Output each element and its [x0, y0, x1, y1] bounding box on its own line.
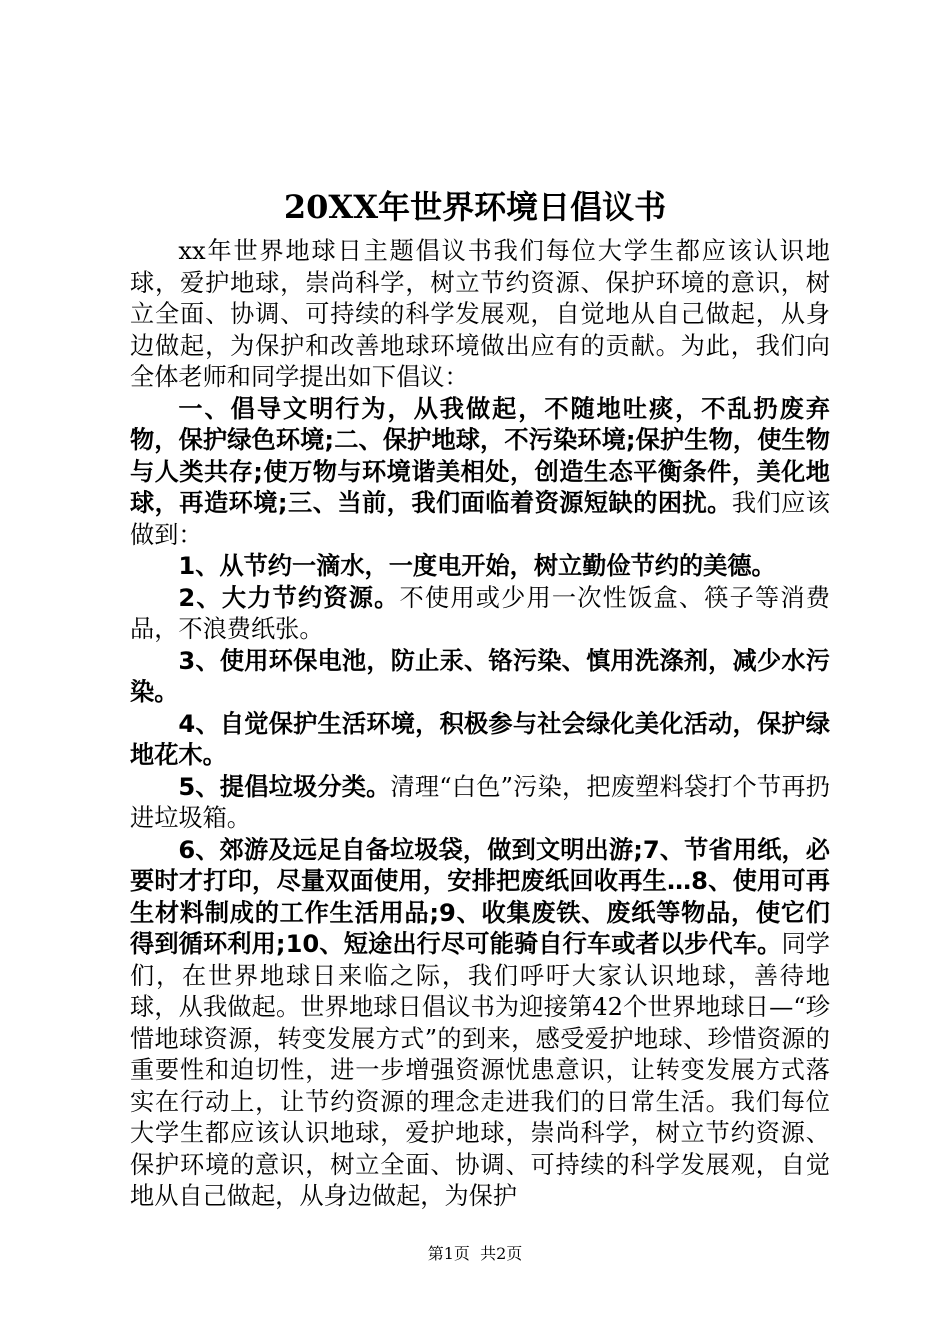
- paragraph: [130, 709, 830, 772]
- paragraph: [130, 646, 830, 709]
- paragraph: [130, 394, 830, 552]
- page-footer: [0, 1244, 950, 1264]
- paragraph: [130, 583, 830, 646]
- page-total: 共2页: [480, 1244, 523, 1263]
- text-run: 5、提倡垃圾分类。: [178, 772, 391, 801]
- document-body: [130, 236, 830, 1213]
- paragraph: [130, 236, 830, 394]
- text-run: 我们应该做到：: [130, 489, 830, 549]
- text-run: 3、使用环保电池，防止汞、铬污染、慎用洗涤剂，减少水污染。: [130, 646, 830, 706]
- text-run: 6、郊游及远足自备垃圾袋，做到文明出游;7、节省用纸，必要时才打印，尽量双面使用，安排把废纸回收再生…8、使用可再生材料制成的工作生活用品;9、收集废铁、废纸等物品，使它们得到循环利用;10、短途出行尽可能骑自行车或者以步代车。: [130, 835, 830, 958]
- text-run: 一、倡导文明行为，从我做起，不随地吐痰，不乱扔废弃物，保护绿色环境;二、保护地球，不污染环境;保护生物，使生物与人类共存;使万物与环境谐美相处，创造生态平衡条件，美化地球，再造环境;三、当前，我们面临着资源短缺的困扰。: [130, 394, 830, 517]
- paragraph: [130, 772, 830, 835]
- text-run: 1、从节约一滴水，一度电开始，树立勤俭节约的美德。: [178, 552, 776, 580]
- paragraph: [130, 835, 830, 1213]
- document-title: 20XX年世界环境日倡议书: [283, 188, 667, 226]
- page-number: 第1页: [427, 1244, 470, 1263]
- text-run: 2、大力节约资源。: [178, 583, 400, 612]
- text-run: 不使用或少用一次性饭盒、筷子等消费品，不浪费纸张。: [130, 583, 830, 643]
- text-run: xx年世界地球日主题倡议书我们每位大学生都应该认识地球，爱护地球，崇尚科学，树立节约资源、保护环境的意识，树立全面、协调、可持续的科学发展观，自觉地从自己做起，从身边做起，为保护和改善地球环境做出应有的贡献。为此，我们向全体老师和同学提出如下倡议：: [130, 237, 830, 391]
- text-run: 同学们，在世界地球日来临之际，我们呼吁大家认识地球，善待地球，从我做起。世界地球日倡议书为迎接第42个世界地球日—“珍惜地球资源，转变发展方式”的到来，感受爱护地球、珍惜资源的重要性和迫切性，进一步增强资源忧患意识，让转变发展方式落实在行动上，让节约资源的理念走进我们的日常生活。我们每位大学生都应该认识地球，爱护地球，崇尚科学，树立节约资源、保护环境的意识，树立全面、协调、可持续的科学发展观，自觉地从自己做起，从身边做起，为保护: [130, 930, 830, 1210]
- paragraph: [130, 551, 830, 583]
- text-run: 4、自觉保护生活环境，积极参与社会绿化美化活动，保护绿地花木。: [130, 709, 830, 769]
- text-run: 清理“白色”污染，把废塑料袋打个节再扔进垃圾箱。: [130, 772, 830, 832]
